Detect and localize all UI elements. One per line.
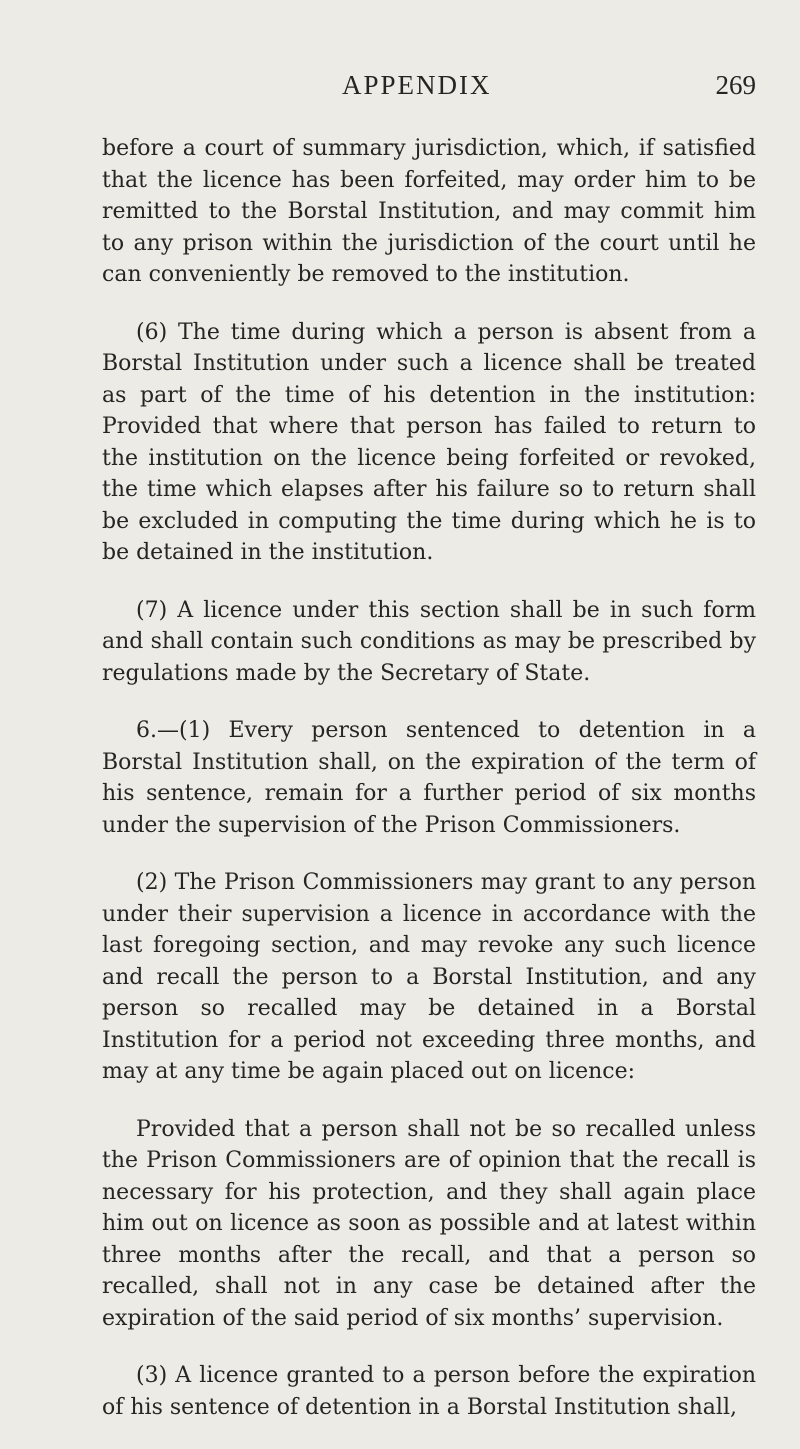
body-text: [102, 133, 756, 1449]
paragraph-continuation: before a court of summary jurisdiction, which, if satisfied that the licence has been forfeited, may order him to be remitted to the Borstal Institution, and may commit him to any prison within the jurisdiction of the court until he can conveniently be removed to the institution.: [102, 136, 756, 287]
page-header-title: APPENDIX: [342, 70, 492, 100]
paragraph-section-6-1: 6.—(1) Every person sentenced to detention in a Borstal Institution shall, on the expiration of the term of his sentence, remain for a further period of six months under the supervision of the Prison Commissioners.: [102, 718, 756, 838]
running-head: [102, 70, 756, 110]
paragraph-section-6-3: (3) A licence granted to a person before the expiration of his sentence of detention in a Borstal Institution shall,: [102, 1363, 756, 1420]
paragraph-section-6-2: (2) The Prison Commissioners may grant to any person under their supervision a licence in accordance with the last foregoing section, and may revoke any such licence and recall the person to a Borstal Institution, and any person so recalled may be detained in a Borstal Institution for a period not exceeding three months, and may at any time be again placed out on licence:: [102, 870, 756, 1084]
page-number: 269: [715, 70, 756, 100]
paragraph-subsection-6: (6) The time during which a person is absent from a Borstal Institution under such a licence shall be treated as part of the time of his detention in the institution: Provided that where that person has failed to return to the institution on the licence being forfeited or revoked, the time which elapses after his failure so to return shall be excluded in computing the time during which he is to be detained in the institution.: [102, 319, 756, 565]
paragraph-proviso: Provided that a person shall not be so recalled unless the Prison Commissioners are of opinion that the recall is necessary for his protection, and they shall again place him out on licence as soon as possible and at latest within three months after the recall, and that a person so recalled, shall not in any case be detained after the expiration of the said period of six months’ supervision.: [102, 1116, 756, 1331]
paragraph-subsection-7: (7) A licence under this section shall be in such form and shall contain such conditions as may be prescribed by regulations made by the Secretary of State.: [102, 597, 756, 686]
